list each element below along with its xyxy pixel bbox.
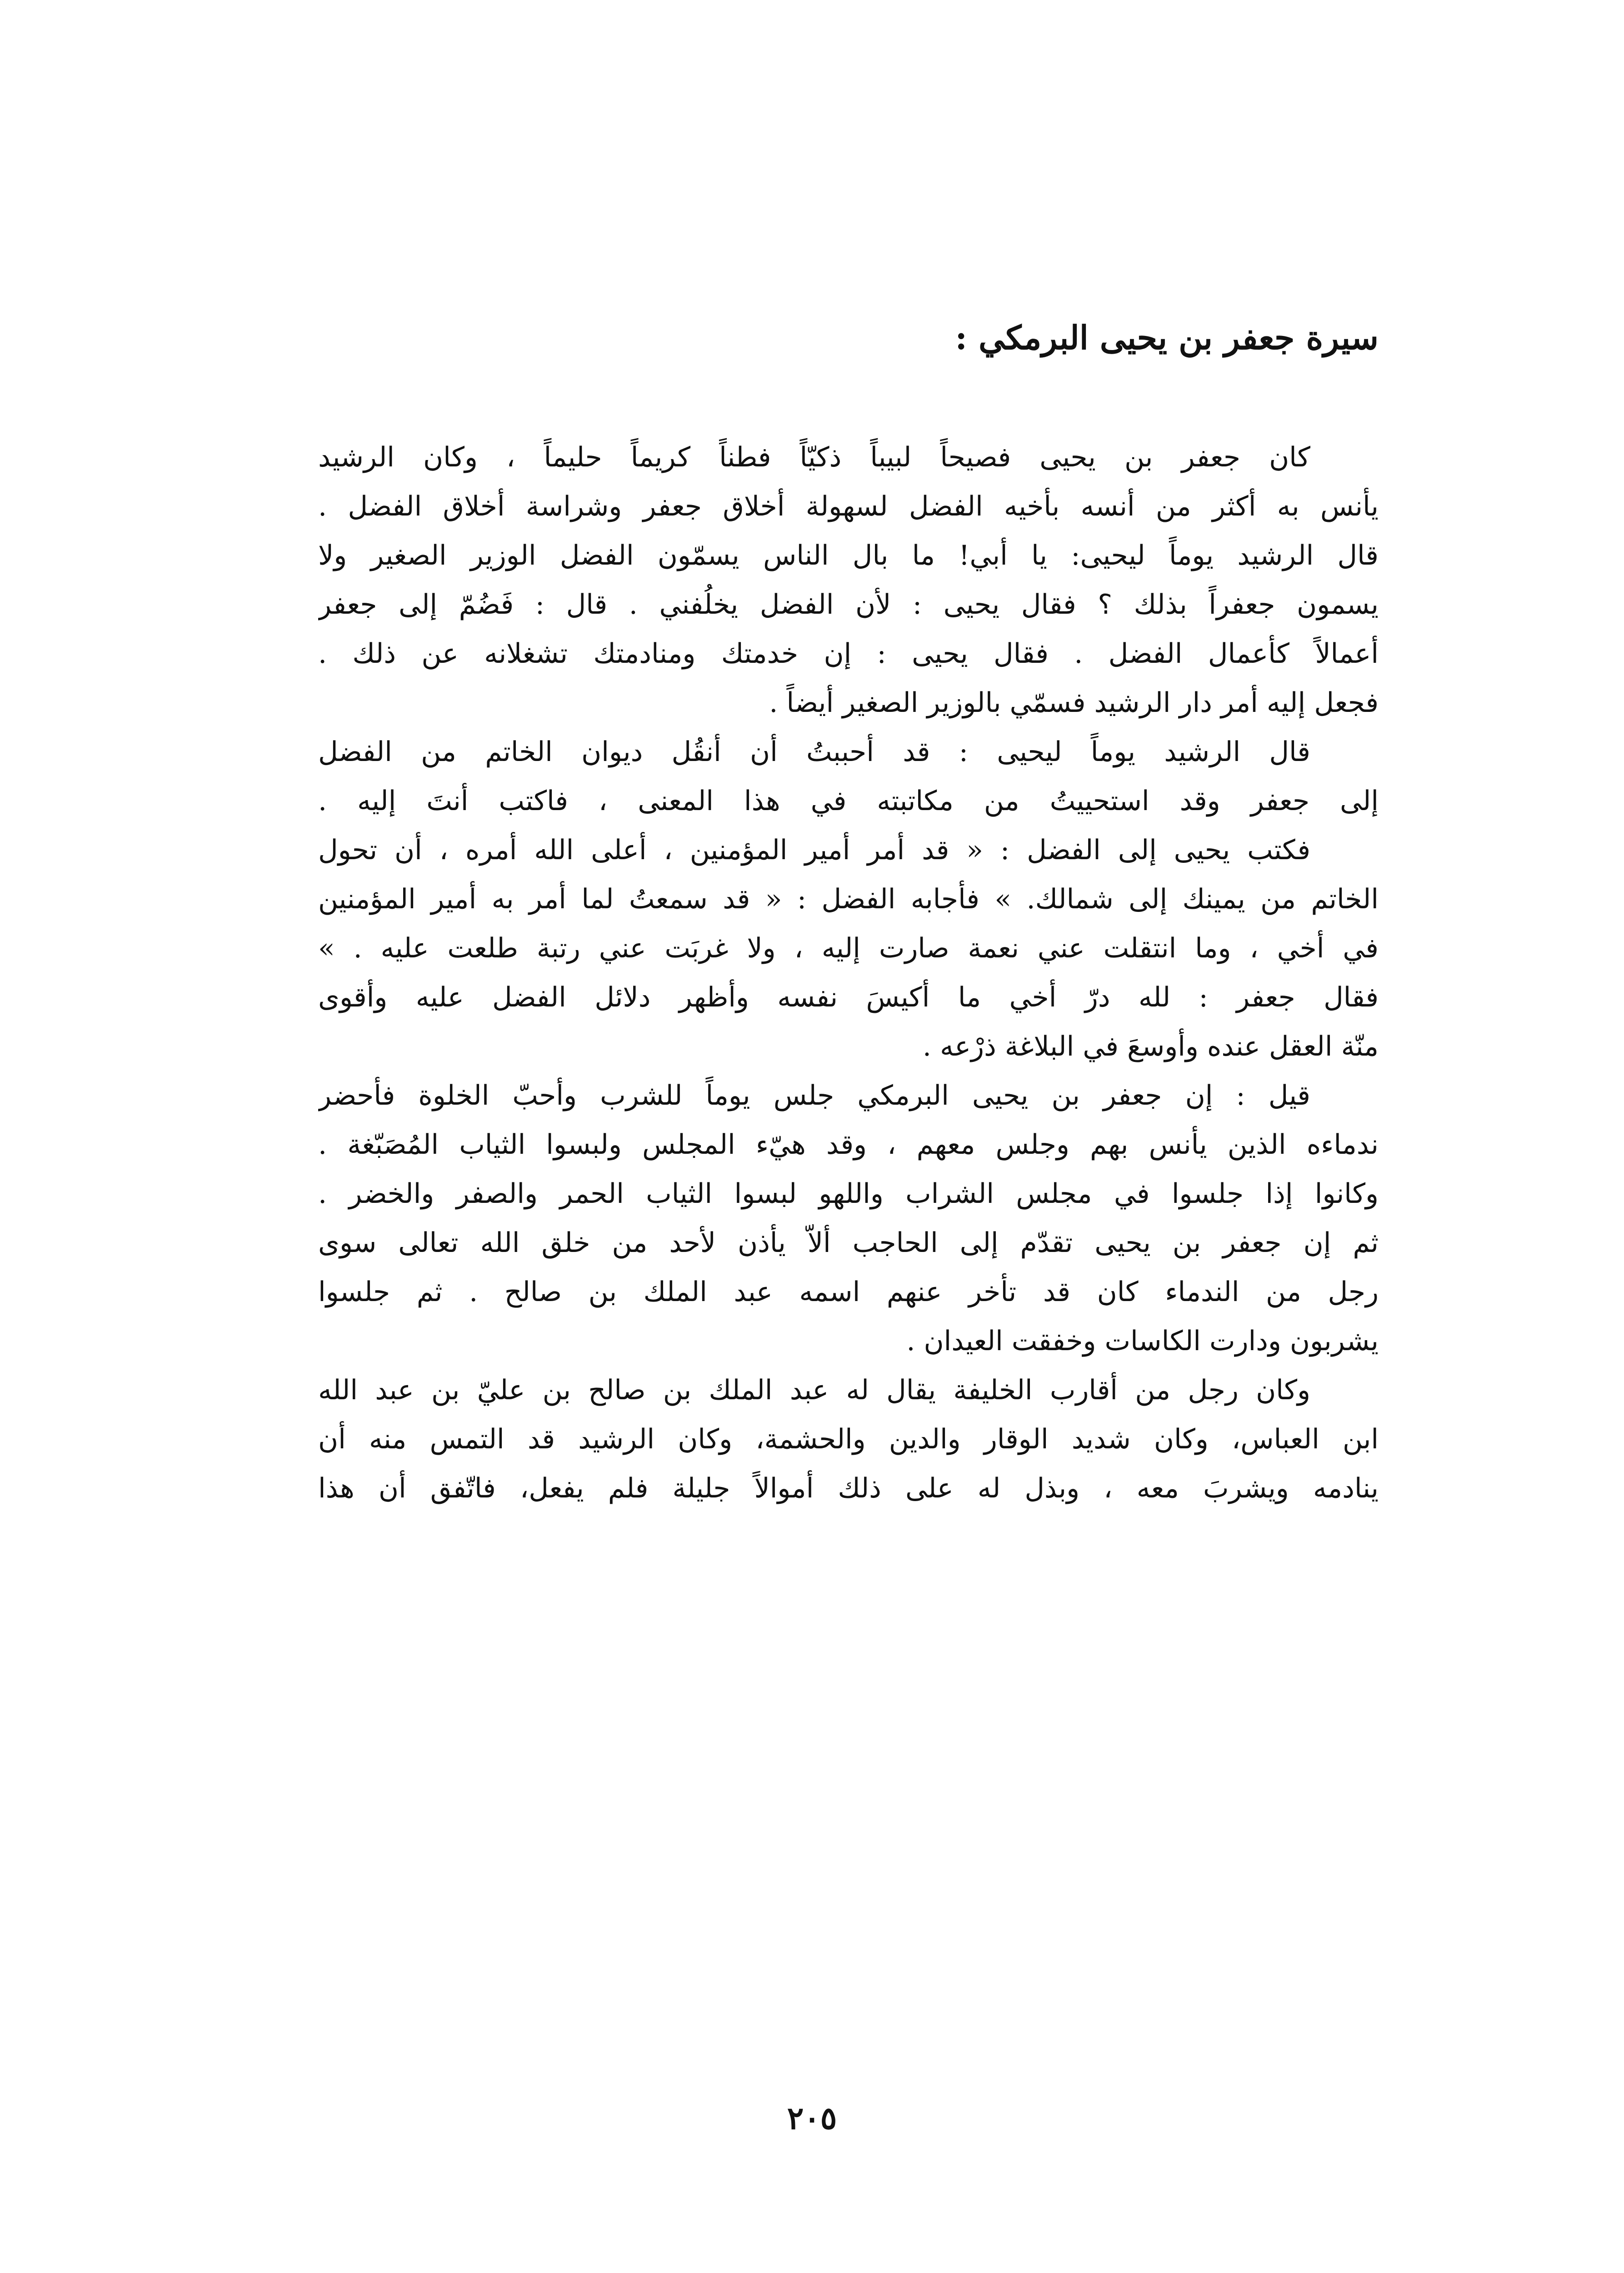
text-line: ابن العباس، وكان شديد الوقار والدين والحشمة، وكان الرشيد قد التمس منه أن [318,1423,1379,1455]
text-line: فجعل إليه أمر دار الرشيد فسمّي بالوزير الصغير أيضاً . [769,687,1379,719]
page-number: ٢٠٥ [787,2100,837,2137]
text-line: قيل : إن جعفر بن يحيى البرمكي جلس يوماً للشرب وأحبّ الخلوة فأحضر [318,1080,1310,1111]
text-line: قال الرشيد يوماً ليحيى : قد أحببتُ أن أنقُل ديوان الخاتم من الفضل [318,736,1310,768]
text-line: رجل من الندماء كان قد تأخر عنهم اسمه عبد الملك بن صالح . ثم جلسوا [318,1276,1379,1308]
text-line: وكانوا إذا جلسوا في مجلس الشراب واللهو لبسوا الثياب الحمر والصفر والخضر . [318,1178,1379,1210]
text-line: فكتب يحيى إلى الفضل : « قد أمر أمير المؤمنين ، أعلى الله أمره ، أن تحول [318,834,1310,866]
text-line: الخاتم من يمينك إلى شمالك. » فأجابه الفضل : « قد سمعتُ لما أمر به أمير المؤمنين [318,883,1379,915]
text-line: قال الرشيد يوماً ليحيى: يا أبي! ما بال الناس يسمّون الفضل الوزير الصغير ولا [318,540,1379,571]
text-line: فقال جعفر : لله درّ أخي ما أكيسَ نفسه وأظهر دلائل الفضل عليه وأقوى [318,981,1379,1013]
body-text [318,433,1379,1513]
text-line: منّة العقل عنده وأوسعَ في البلاغة ذرْعه . [922,1031,1379,1062]
text-line: يشربون ودارت الكاسات وخفقت العيدان . [906,1325,1379,1357]
text-line: في أخي ، وما انتقلت عني نعمة صارت إليه ، ولا غربَت عني رتبة طلعت عليه . » [318,932,1379,964]
text-line: يسمون جعفراً بذلك ؟ فقال يحيى : لأن الفضل يخلُفني . قال : فَضُمّ إلى جعفر [318,589,1379,621]
text-line: كان جعفر بن يحيى فصيحاً لبيباً ذكيّاً فطناً كريماً حليماً ، وكان الرشيد [318,441,1310,473]
text-line: وكان رجل من أقارب الخليفة يقال له عبد الملك بن صالح بن عليّ بن عبد الله [318,1374,1310,1406]
text-line: ثم إن جعفر بن يحيى تقدّم إلى الحاجب ألاّ يأذن لأحد من خلق الله تعالى سوى [318,1227,1379,1259]
text-line: ندماءه الذين يأنس بهم وجلس معهم ، وقد هيّء المجلس ولبسوا الثياب المُصَبّغة . [318,1129,1379,1161]
text-line: ينادمه ويشربَ معه ، وبذل له على ذلك أموالاً جليلة فلم يفعل، فاتّفق أن هذا [318,1472,1379,1504]
section-title: سيرة جعفر بن يحيى البرمكي : [955,318,1379,357]
text-line: يأنس به أكثر من أنسه بأخيه الفضل لسهولة أخلاق جعفر وشراسة أخلاق الفضل . [318,491,1379,522]
text-line: إلى جعفر وقد استحييتُ من مكاتبته في هذا المعنى ، فاكتب أنتَ إليه . [318,785,1379,817]
text-line: أعمالاً كأعمال الفضل . فقال يحيى : إن خدمتك ومنادمتك تشغلانه عن ذلك . [318,638,1379,670]
